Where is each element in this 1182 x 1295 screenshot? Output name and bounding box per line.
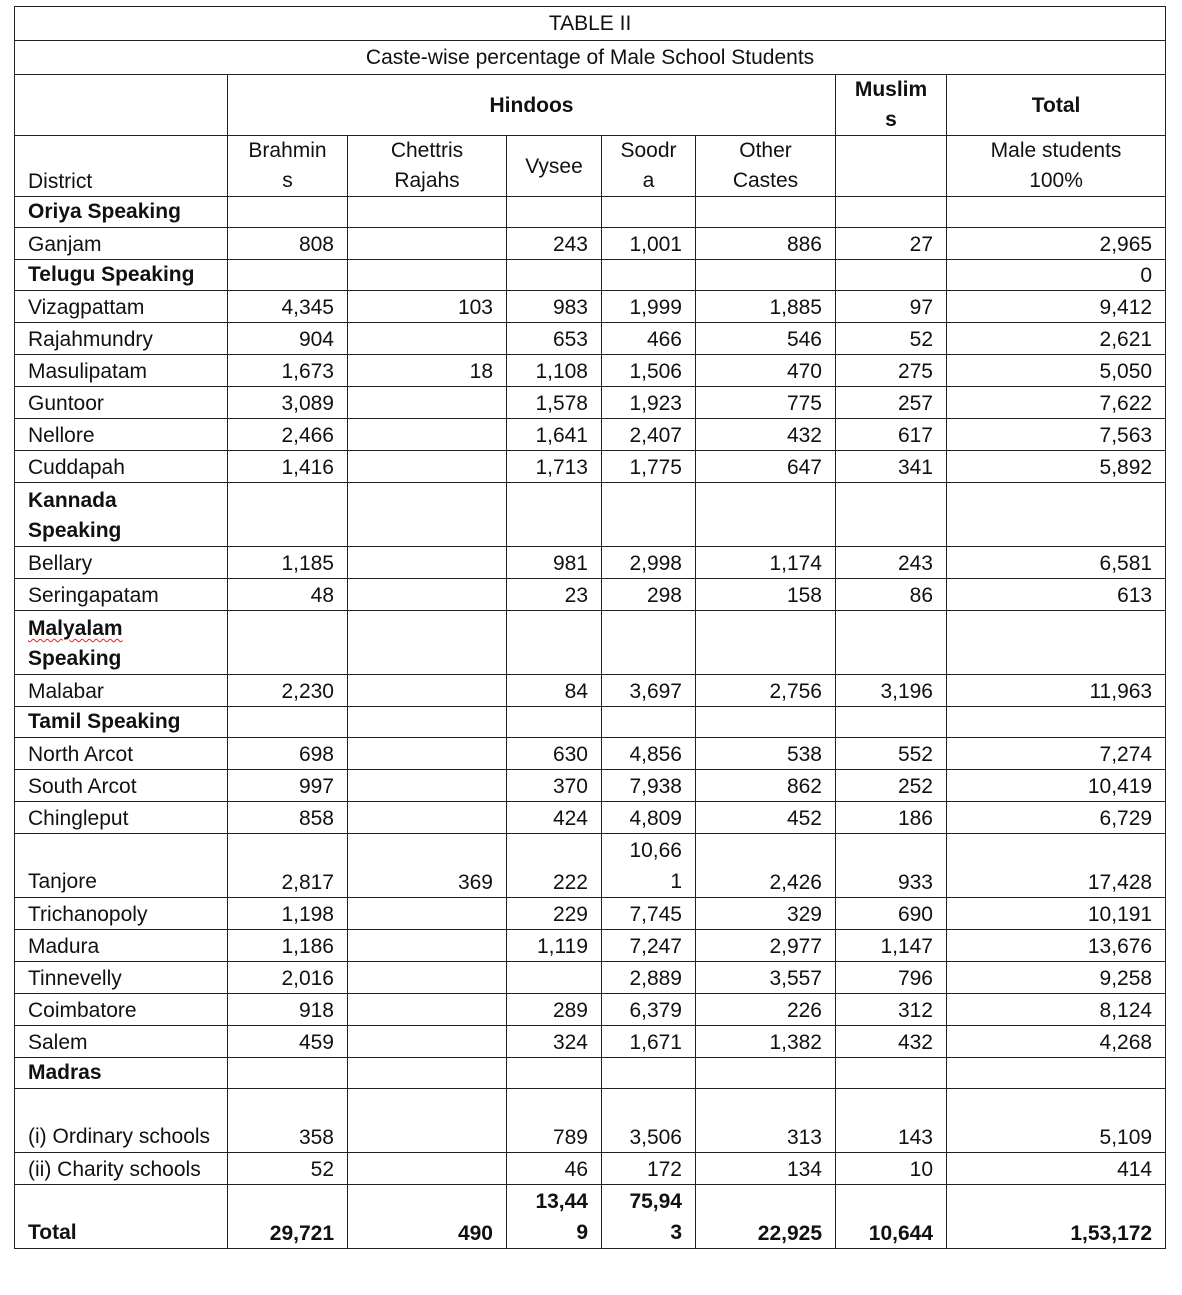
other-cell: 226 bbox=[696, 994, 836, 1026]
vysee-cell: 324 bbox=[507, 1026, 602, 1058]
brahmins-cell: 48 bbox=[228, 579, 348, 611]
chettris-cell bbox=[348, 579, 507, 611]
muslims-cell bbox=[836, 260, 947, 291]
total-cell bbox=[947, 1058, 1166, 1089]
total-cell: 9,412 bbox=[947, 291, 1166, 323]
chettris-cell bbox=[348, 1026, 507, 1058]
other-cell: 775 bbox=[696, 387, 836, 419]
other-cell: 647 bbox=[696, 451, 836, 483]
other-cell: 546 bbox=[696, 323, 836, 355]
muslims-cell: 1,147 bbox=[836, 930, 947, 962]
soodra-cell: 75,94 3 bbox=[602, 1185, 696, 1249]
brahmins-cell bbox=[228, 1058, 348, 1089]
vysee-cell: 84 bbox=[507, 675, 602, 707]
soodra-cell: 3,697 bbox=[602, 675, 696, 707]
empty-header-cell bbox=[15, 75, 228, 136]
muslims-cell: 243 bbox=[836, 547, 947, 579]
chettris-cell bbox=[348, 451, 507, 483]
chettris-cell bbox=[348, 419, 507, 451]
total-cell: 6,729 bbox=[947, 802, 1166, 834]
brahmins-cell bbox=[228, 483, 348, 547]
district-cell: Coimbatore bbox=[15, 994, 228, 1026]
vysee-cell: 424 bbox=[507, 802, 602, 834]
brahmins-cell: 1,198 bbox=[228, 898, 348, 930]
soodra-cell: 4,856 bbox=[602, 738, 696, 770]
vysee-cell: 370 bbox=[507, 770, 602, 802]
total-row bbox=[15, 1185, 1166, 1249]
section-row bbox=[15, 260, 1166, 291]
total-cell: 5,892 bbox=[947, 451, 1166, 483]
total-cell: 4,268 bbox=[947, 1026, 1166, 1058]
brahmins-cell: 1,185 bbox=[228, 547, 348, 579]
other-cell bbox=[696, 260, 836, 291]
other-cell bbox=[696, 707, 836, 738]
chettris-cell bbox=[348, 675, 507, 707]
district-cell: Ganjam bbox=[15, 228, 228, 260]
muslims-cell: 796 bbox=[836, 962, 947, 994]
table-row bbox=[15, 419, 1166, 451]
other-cell: 1,382 bbox=[696, 1026, 836, 1058]
chettris-cell bbox=[348, 1153, 507, 1185]
district-cell: Trichanopoly bbox=[15, 898, 228, 930]
district-cell: Rajahmundry bbox=[15, 323, 228, 355]
vysee-cell bbox=[507, 707, 602, 738]
table-title: TABLE II bbox=[15, 7, 1166, 41]
district-cell: Oriya Speaking bbox=[15, 197, 228, 228]
district-cell: Tinnevelly bbox=[15, 962, 228, 994]
brahmins-cell: 2,230 bbox=[228, 675, 348, 707]
brahmins-cell: 918 bbox=[228, 994, 348, 1026]
muslims-cell bbox=[836, 483, 947, 547]
other-cell bbox=[696, 1058, 836, 1089]
brahmins-header: Brahmin s bbox=[228, 136, 348, 197]
vysee-cell: 13,44 9 bbox=[507, 1185, 602, 1249]
muslims-cell bbox=[836, 611, 947, 675]
soodra-cell: 1,001 bbox=[602, 228, 696, 260]
soodra-cell bbox=[602, 260, 696, 291]
soodra-cell bbox=[602, 197, 696, 228]
total-cell: 17,428 bbox=[947, 834, 1166, 898]
vysee-cell: 229 bbox=[507, 898, 602, 930]
table-row bbox=[15, 1089, 1166, 1153]
district-cell: (ii) Charity schools bbox=[15, 1153, 228, 1185]
other-cell: 432 bbox=[696, 419, 836, 451]
district-cell: Tamil Speaking bbox=[15, 707, 228, 738]
table-row bbox=[15, 228, 1166, 260]
total-group-header: Total bbox=[947, 75, 1166, 136]
vysee-cell bbox=[507, 1058, 602, 1089]
total-cell: 8,124 bbox=[947, 994, 1166, 1026]
brahmins-cell: 2,466 bbox=[228, 419, 348, 451]
chettris-cell bbox=[348, 1058, 507, 1089]
muslims-cell bbox=[836, 1058, 947, 1089]
brahmins-cell bbox=[228, 197, 348, 228]
other-cell: 3,557 bbox=[696, 962, 836, 994]
section-row bbox=[15, 197, 1166, 228]
other-cell: 1,174 bbox=[696, 547, 836, 579]
table-row bbox=[15, 898, 1166, 930]
brahmins-cell: 459 bbox=[228, 1026, 348, 1058]
brahmins-cell: 698 bbox=[228, 738, 348, 770]
chettris-cell bbox=[348, 547, 507, 579]
district-cell: Bellary bbox=[15, 547, 228, 579]
soodra-cell: 1,671 bbox=[602, 1026, 696, 1058]
soodra-cell: 1,923 bbox=[602, 387, 696, 419]
brahmins-cell: 2,016 bbox=[228, 962, 348, 994]
total-cell: 2,621 bbox=[947, 323, 1166, 355]
soodra-cell bbox=[602, 707, 696, 738]
misspelled-word: Malyalam bbox=[28, 617, 123, 640]
muslims-cell: 143 bbox=[836, 1089, 947, 1153]
muslims-cell: 52 bbox=[836, 323, 947, 355]
soodra-cell: 298 bbox=[602, 579, 696, 611]
table-row bbox=[15, 579, 1166, 611]
brahmins-cell: 29,721 bbox=[228, 1185, 348, 1249]
vysee-header: Vysee bbox=[507, 136, 602, 197]
brahmins-cell: 997 bbox=[228, 770, 348, 802]
district-cell: Nellore bbox=[15, 419, 228, 451]
muslims-cell: 933 bbox=[836, 834, 947, 898]
total-cell: 613 bbox=[947, 579, 1166, 611]
soodra-cell: 2,407 bbox=[602, 419, 696, 451]
chettris-cell bbox=[348, 707, 507, 738]
soodra-header: Soodr a bbox=[602, 136, 696, 197]
total-cell: 10,191 bbox=[947, 898, 1166, 930]
table-row bbox=[15, 451, 1166, 483]
table-row bbox=[15, 770, 1166, 802]
soodra-cell bbox=[602, 1058, 696, 1089]
total-cell bbox=[947, 611, 1166, 675]
muslims-cell: 3,196 bbox=[836, 675, 947, 707]
district-cell: Madras bbox=[15, 1058, 228, 1089]
chettris-cell bbox=[348, 770, 507, 802]
other-cell: 2,756 bbox=[696, 675, 836, 707]
chettris-cell bbox=[348, 611, 507, 675]
district-cell: Malabar bbox=[15, 675, 228, 707]
brahmins-cell: 904 bbox=[228, 323, 348, 355]
other-cell: 470 bbox=[696, 355, 836, 387]
brahmins-cell: 808 bbox=[228, 228, 348, 260]
muslims-header: Muslim s bbox=[836, 75, 947, 136]
vysee-cell: 1,578 bbox=[507, 387, 602, 419]
chettris-cell bbox=[348, 930, 507, 962]
section-row bbox=[15, 1058, 1166, 1089]
vysee-cell bbox=[507, 611, 602, 675]
other-cell: 134 bbox=[696, 1153, 836, 1185]
total-header: Male students 100% bbox=[947, 136, 1166, 197]
district-cell: (i) Ordinary schools bbox=[15, 1089, 228, 1153]
district-cell: Kannada Speaking bbox=[15, 483, 228, 547]
soodra-cell: 466 bbox=[602, 323, 696, 355]
chettris-cell bbox=[348, 323, 507, 355]
chettris-cell: 490 bbox=[348, 1185, 507, 1249]
soodra-cell: 2,998 bbox=[602, 547, 696, 579]
table-row bbox=[15, 994, 1166, 1026]
table-row bbox=[15, 675, 1166, 707]
chettris-cell bbox=[348, 994, 507, 1026]
vysee-cell bbox=[507, 962, 602, 994]
district-cell: North Arcot bbox=[15, 738, 228, 770]
vysee-cell: 222 bbox=[507, 834, 602, 898]
section-row bbox=[15, 483, 1166, 547]
muslims-cell: 690 bbox=[836, 898, 947, 930]
table-subtitle: Caste-wise percentage of Male School Students bbox=[15, 41, 1166, 75]
vysee-cell bbox=[507, 483, 602, 547]
chettris-cell bbox=[348, 260, 507, 291]
chettris-cell: 103 bbox=[348, 291, 507, 323]
muslims-cell: 97 bbox=[836, 291, 947, 323]
soodra-cell: 1,999 bbox=[602, 291, 696, 323]
district-cell: Salem bbox=[15, 1026, 228, 1058]
district-cell: Tanjore bbox=[15, 834, 228, 898]
total-cell bbox=[947, 707, 1166, 738]
muslims-cell: 257 bbox=[836, 387, 947, 419]
chettris-cell bbox=[348, 483, 507, 547]
vysee-cell: 630 bbox=[507, 738, 602, 770]
table-row bbox=[15, 962, 1166, 994]
total-cell: 0 bbox=[947, 260, 1166, 291]
brahmins-cell: 52 bbox=[228, 1153, 348, 1185]
total-cell: 13,676 bbox=[947, 930, 1166, 962]
soodra-cell: 6,379 bbox=[602, 994, 696, 1026]
chettris-cell bbox=[348, 802, 507, 834]
soodra-cell: 1,775 bbox=[602, 451, 696, 483]
total-cell bbox=[947, 197, 1166, 228]
muslims-subheader-empty bbox=[836, 136, 947, 197]
muslims-cell: 186 bbox=[836, 802, 947, 834]
muslims-cell: 252 bbox=[836, 770, 947, 802]
total-cell: 7,563 bbox=[947, 419, 1166, 451]
soodra-cell: 4,809 bbox=[602, 802, 696, 834]
total-cell: 9,258 bbox=[947, 962, 1166, 994]
soodra-cell bbox=[602, 483, 696, 547]
total-cell: 5,050 bbox=[947, 355, 1166, 387]
muslims-cell: 432 bbox=[836, 1026, 947, 1058]
total-cell: 2,965 bbox=[947, 228, 1166, 260]
total-cell: 7,274 bbox=[947, 738, 1166, 770]
brahmins-cell: 858 bbox=[228, 802, 348, 834]
brahmins-cell bbox=[228, 611, 348, 675]
vysee-cell: 1,108 bbox=[507, 355, 602, 387]
other-cell: 1,885 bbox=[696, 291, 836, 323]
table-row bbox=[15, 323, 1166, 355]
total-cell: 414 bbox=[947, 1153, 1166, 1185]
muslims-cell: 10 bbox=[836, 1153, 947, 1185]
chettris-cell bbox=[348, 387, 507, 419]
other-castes-header: Other Castes bbox=[696, 136, 836, 197]
chettris-cell bbox=[348, 228, 507, 260]
total-cell bbox=[947, 483, 1166, 547]
soodra-cell bbox=[602, 611, 696, 675]
other-cell: 538 bbox=[696, 738, 836, 770]
muslims-cell: 552 bbox=[836, 738, 947, 770]
chettris-header: Chettris Rajahs bbox=[348, 136, 507, 197]
soodra-cell: 7,247 bbox=[602, 930, 696, 962]
table-row bbox=[15, 355, 1166, 387]
muslims-cell: 27 bbox=[836, 228, 947, 260]
soodra-cell: 172 bbox=[602, 1153, 696, 1185]
brahmins-cell: 1,673 bbox=[228, 355, 348, 387]
brahmins-cell: 2,817 bbox=[228, 834, 348, 898]
table-row bbox=[15, 547, 1166, 579]
vysee-cell: 653 bbox=[507, 323, 602, 355]
section-row bbox=[15, 707, 1166, 738]
vysee-cell: 981 bbox=[507, 547, 602, 579]
table-row bbox=[15, 1026, 1166, 1058]
total-cell: 1,53,172 bbox=[947, 1185, 1166, 1249]
other-cell bbox=[696, 483, 836, 547]
table-row bbox=[15, 387, 1166, 419]
other-cell: 313 bbox=[696, 1089, 836, 1153]
district-cell: Telugu Speaking bbox=[15, 260, 228, 291]
vysee-cell: 1,641 bbox=[507, 419, 602, 451]
district-cell: Vizagpattam bbox=[15, 291, 228, 323]
other-cell: 862 bbox=[696, 770, 836, 802]
soodra-cell: 3,506 bbox=[602, 1089, 696, 1153]
other-cell: 452 bbox=[696, 802, 836, 834]
chettris-cell: 18 bbox=[348, 355, 507, 387]
district-cell: Guntoor bbox=[15, 387, 228, 419]
other-cell: 2,977 bbox=[696, 930, 836, 962]
brahmins-cell bbox=[228, 707, 348, 738]
total-cell: 7,622 bbox=[947, 387, 1166, 419]
brahmins-cell: 4,345 bbox=[228, 291, 348, 323]
district-cell: Masulipatam bbox=[15, 355, 228, 387]
other-cell: 22,925 bbox=[696, 1185, 836, 1249]
muslims-cell: 312 bbox=[836, 994, 947, 1026]
district-cell: Total bbox=[15, 1185, 228, 1249]
other-cell bbox=[696, 611, 836, 675]
vysee-cell: 46 bbox=[507, 1153, 602, 1185]
brahmins-cell: 358 bbox=[228, 1089, 348, 1153]
other-cell: 158 bbox=[696, 579, 836, 611]
vysee-cell: 243 bbox=[507, 228, 602, 260]
soodra-cell: 7,938 bbox=[602, 770, 696, 802]
section-row bbox=[15, 611, 1166, 675]
total-cell: 11,963 bbox=[947, 675, 1166, 707]
district-cell: South Arcot bbox=[15, 770, 228, 802]
vysee-cell: 789 bbox=[507, 1089, 602, 1153]
table-row bbox=[15, 834, 1166, 898]
chettris-cell bbox=[348, 962, 507, 994]
district-cell: Chingleput bbox=[15, 802, 228, 834]
chettris-cell bbox=[348, 898, 507, 930]
table-row bbox=[15, 738, 1166, 770]
table-row bbox=[15, 291, 1166, 323]
soodra-cell: 10,66 1 bbox=[602, 834, 696, 898]
hindoos-group-header: Hindoos bbox=[228, 75, 836, 136]
vysee-cell: 983 bbox=[507, 291, 602, 323]
muslims-cell: 617 bbox=[836, 419, 947, 451]
chettris-cell: 369 bbox=[348, 834, 507, 898]
vysee-cell bbox=[507, 197, 602, 228]
muslims-cell: 341 bbox=[836, 451, 947, 483]
brahmins-cell bbox=[228, 260, 348, 291]
muslims-cell bbox=[836, 707, 947, 738]
brahmins-cell: 1,416 bbox=[228, 451, 348, 483]
chettris-cell bbox=[348, 197, 507, 228]
soodra-cell: 7,745 bbox=[602, 898, 696, 930]
total-cell: 6,581 bbox=[947, 547, 1166, 579]
other-cell: 886 bbox=[696, 228, 836, 260]
caste-table bbox=[14, 6, 1166, 1249]
muslims-cell: 10,644 bbox=[836, 1185, 947, 1249]
chettris-cell bbox=[348, 738, 507, 770]
district-cell: Cuddapah bbox=[15, 451, 228, 483]
vysee-cell: 1,713 bbox=[507, 451, 602, 483]
district-cell: Madura bbox=[15, 930, 228, 962]
district-header: District bbox=[15, 136, 228, 197]
table-row bbox=[15, 1153, 1166, 1185]
muslims-cell bbox=[836, 197, 947, 228]
other-cell bbox=[696, 197, 836, 228]
soodra-cell: 2,889 bbox=[602, 962, 696, 994]
soodra-cell: 1,506 bbox=[602, 355, 696, 387]
district-cell: Malyalam Speaking bbox=[15, 611, 228, 675]
table-row bbox=[15, 930, 1166, 962]
table-row bbox=[15, 802, 1166, 834]
brahmins-cell: 3,089 bbox=[228, 387, 348, 419]
chettris-cell bbox=[348, 1089, 507, 1153]
vysee-cell bbox=[507, 260, 602, 291]
vysee-cell: 1,119 bbox=[507, 930, 602, 962]
district-cell: Seringapatam bbox=[15, 579, 228, 611]
muslims-cell: 275 bbox=[836, 355, 947, 387]
total-cell: 5,109 bbox=[947, 1089, 1166, 1153]
muslims-cell: 86 bbox=[836, 579, 947, 611]
other-cell: 329 bbox=[696, 898, 836, 930]
brahmins-cell: 1,186 bbox=[228, 930, 348, 962]
vysee-cell: 289 bbox=[507, 994, 602, 1026]
other-cell: 2,426 bbox=[696, 834, 836, 898]
total-cell: 10,419 bbox=[947, 770, 1166, 802]
vysee-cell: 23 bbox=[507, 579, 602, 611]
